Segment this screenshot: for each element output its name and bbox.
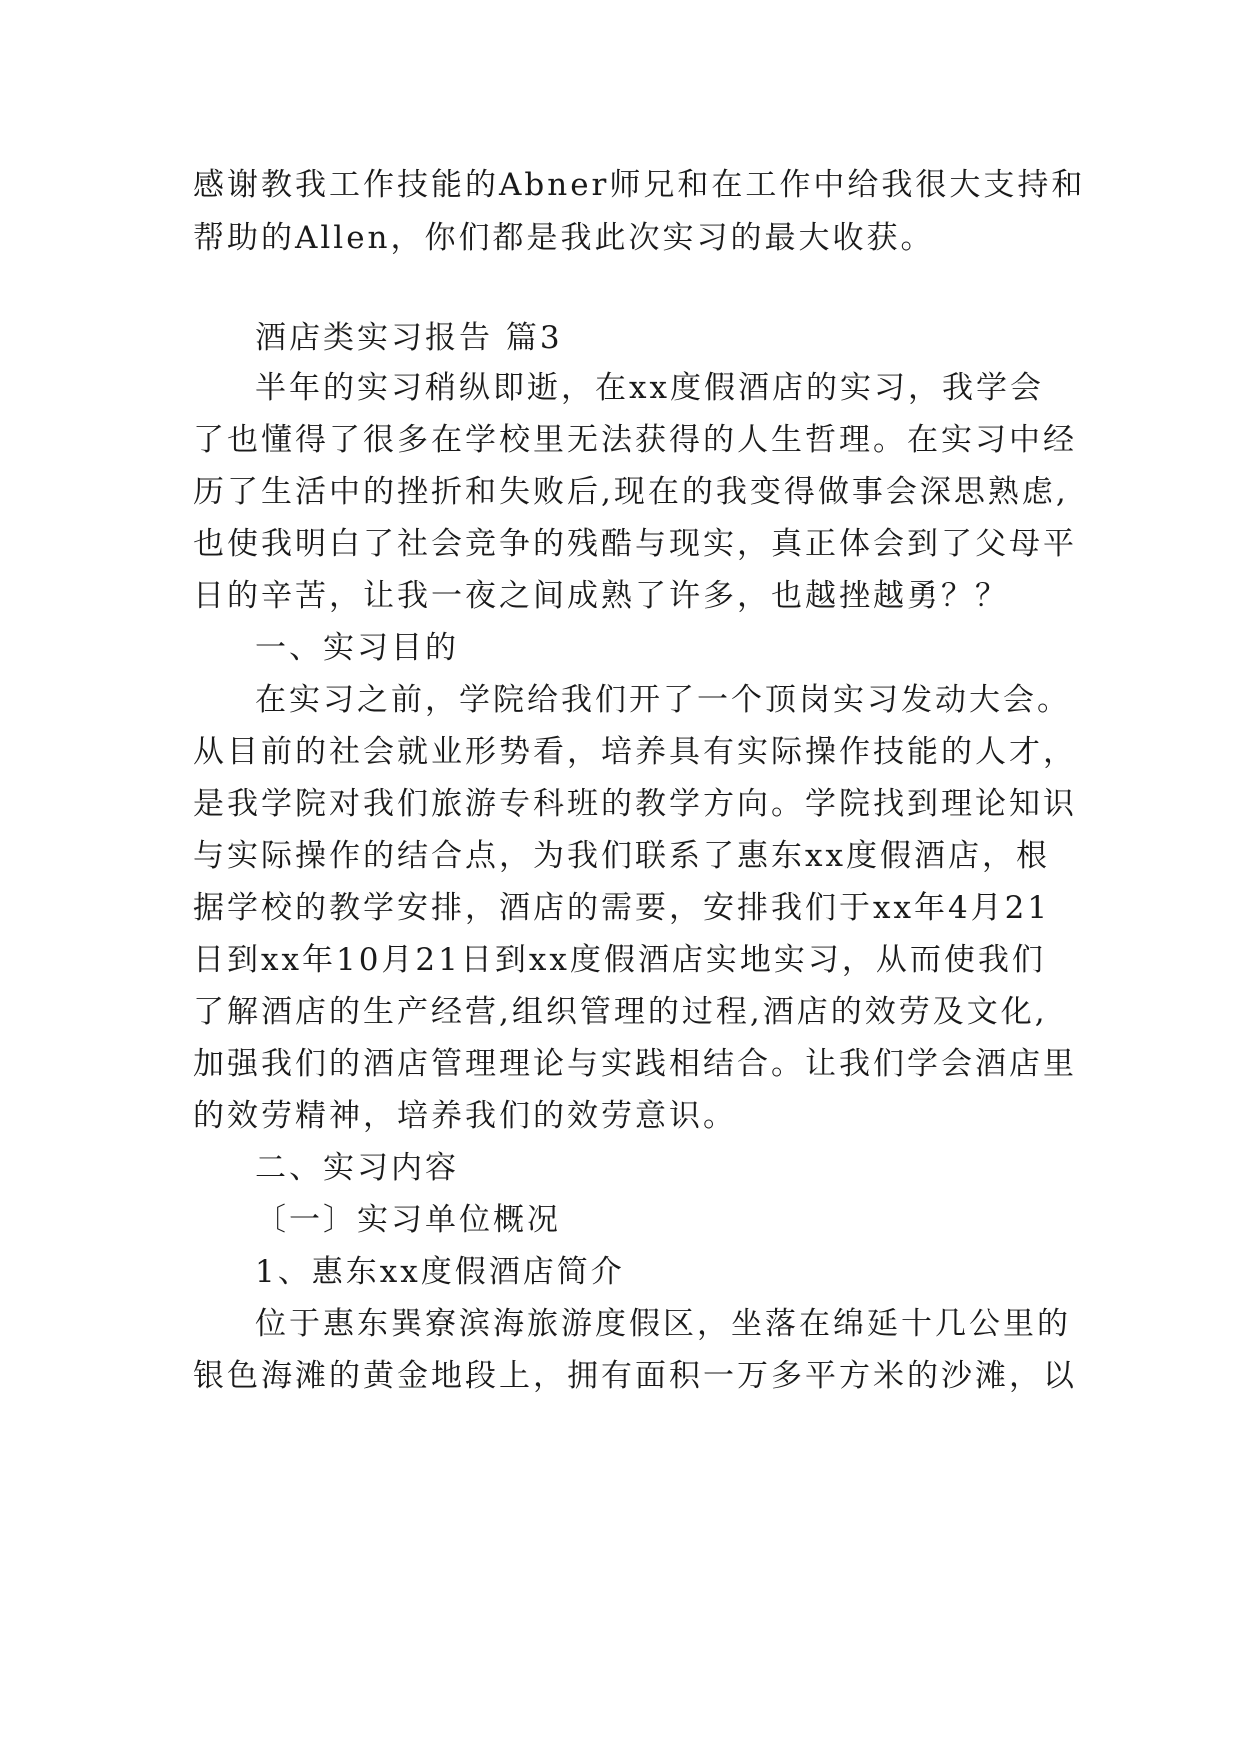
paragraph-line: 是我学院对我们旅游专科班的教学方向。学院找到理论知识 xyxy=(193,786,1077,822)
paragraph-line: 与实际操作的结合点，为我们联系了惠东xx度假酒店，根 xyxy=(193,838,1050,874)
section-heading: 酒店类实习报告 篇3 xyxy=(255,320,563,356)
paragraph-line: 帮助的Allen，你们都是我此次实习的最大收获。 xyxy=(193,220,935,256)
paragraph-line: 加强我们的酒店管理理论与实践相结合。让我们学会酒店里 xyxy=(193,1046,1077,1082)
paragraph-line: 从目前的社会就业形势看，培养具有实际操作技能的人才， xyxy=(193,734,1077,770)
paragraph-line: 也使我明白了社会竞争的残酷与现实，真正体会到了父母平 xyxy=(193,526,1077,562)
paragraph-line: 的效劳精神，培养我们的效劳意识。 xyxy=(193,1098,737,1134)
paragraph-line: 银色海滩的黄金地段上，拥有面积一万多平方米的沙滩，以 xyxy=(193,1358,1077,1394)
paragraph-line: 在实习之前，学院给我们开了一个顶岗实习发动大会。 xyxy=(255,682,1071,718)
subsection-heading: 二、实习内容 xyxy=(255,1150,459,1186)
paragraph-line: 了也懂得了很多在学校里无法获得的人生哲理。在实习中经 xyxy=(193,422,1077,458)
paragraph-line: 日到xx年10月21日到xx度假酒店实地实习，从而使我们 xyxy=(193,942,1046,978)
paragraph-line: 历了生活中的挫折和失败后,现在的我变得做事会深思熟虑, xyxy=(193,474,1069,510)
paragraph-line: 半年的实习稍纵即逝，在xx度假酒店的实习，我学会 xyxy=(255,370,1044,406)
paragraph-line: 位于惠东巽寮滨海旅游度假区，坐落在绵延十几公里的 xyxy=(255,1306,1071,1342)
subsection-heading: 〔一〕实习单位概况 xyxy=(255,1202,561,1238)
paragraph-line: 了解酒店的生产经营,组织管理的过程,酒店的效劳及文化, xyxy=(193,994,1048,1030)
subsection-heading: 1、惠东xx度假酒店简介 xyxy=(255,1254,625,1290)
paragraph-line: 据学校的教学安排，酒店的需要，安排我们于xx年4月21 xyxy=(193,890,1051,926)
subsection-heading: 一、实习目的 xyxy=(255,630,459,666)
paragraph-line: 感谢教我工作技能的Abner师兄和在工作中给我很大支持和 xyxy=(193,167,1086,203)
paragraph-line: 日的辛苦，让我一夜之间成熟了许多，也越挫越勇？？ xyxy=(193,578,1009,614)
